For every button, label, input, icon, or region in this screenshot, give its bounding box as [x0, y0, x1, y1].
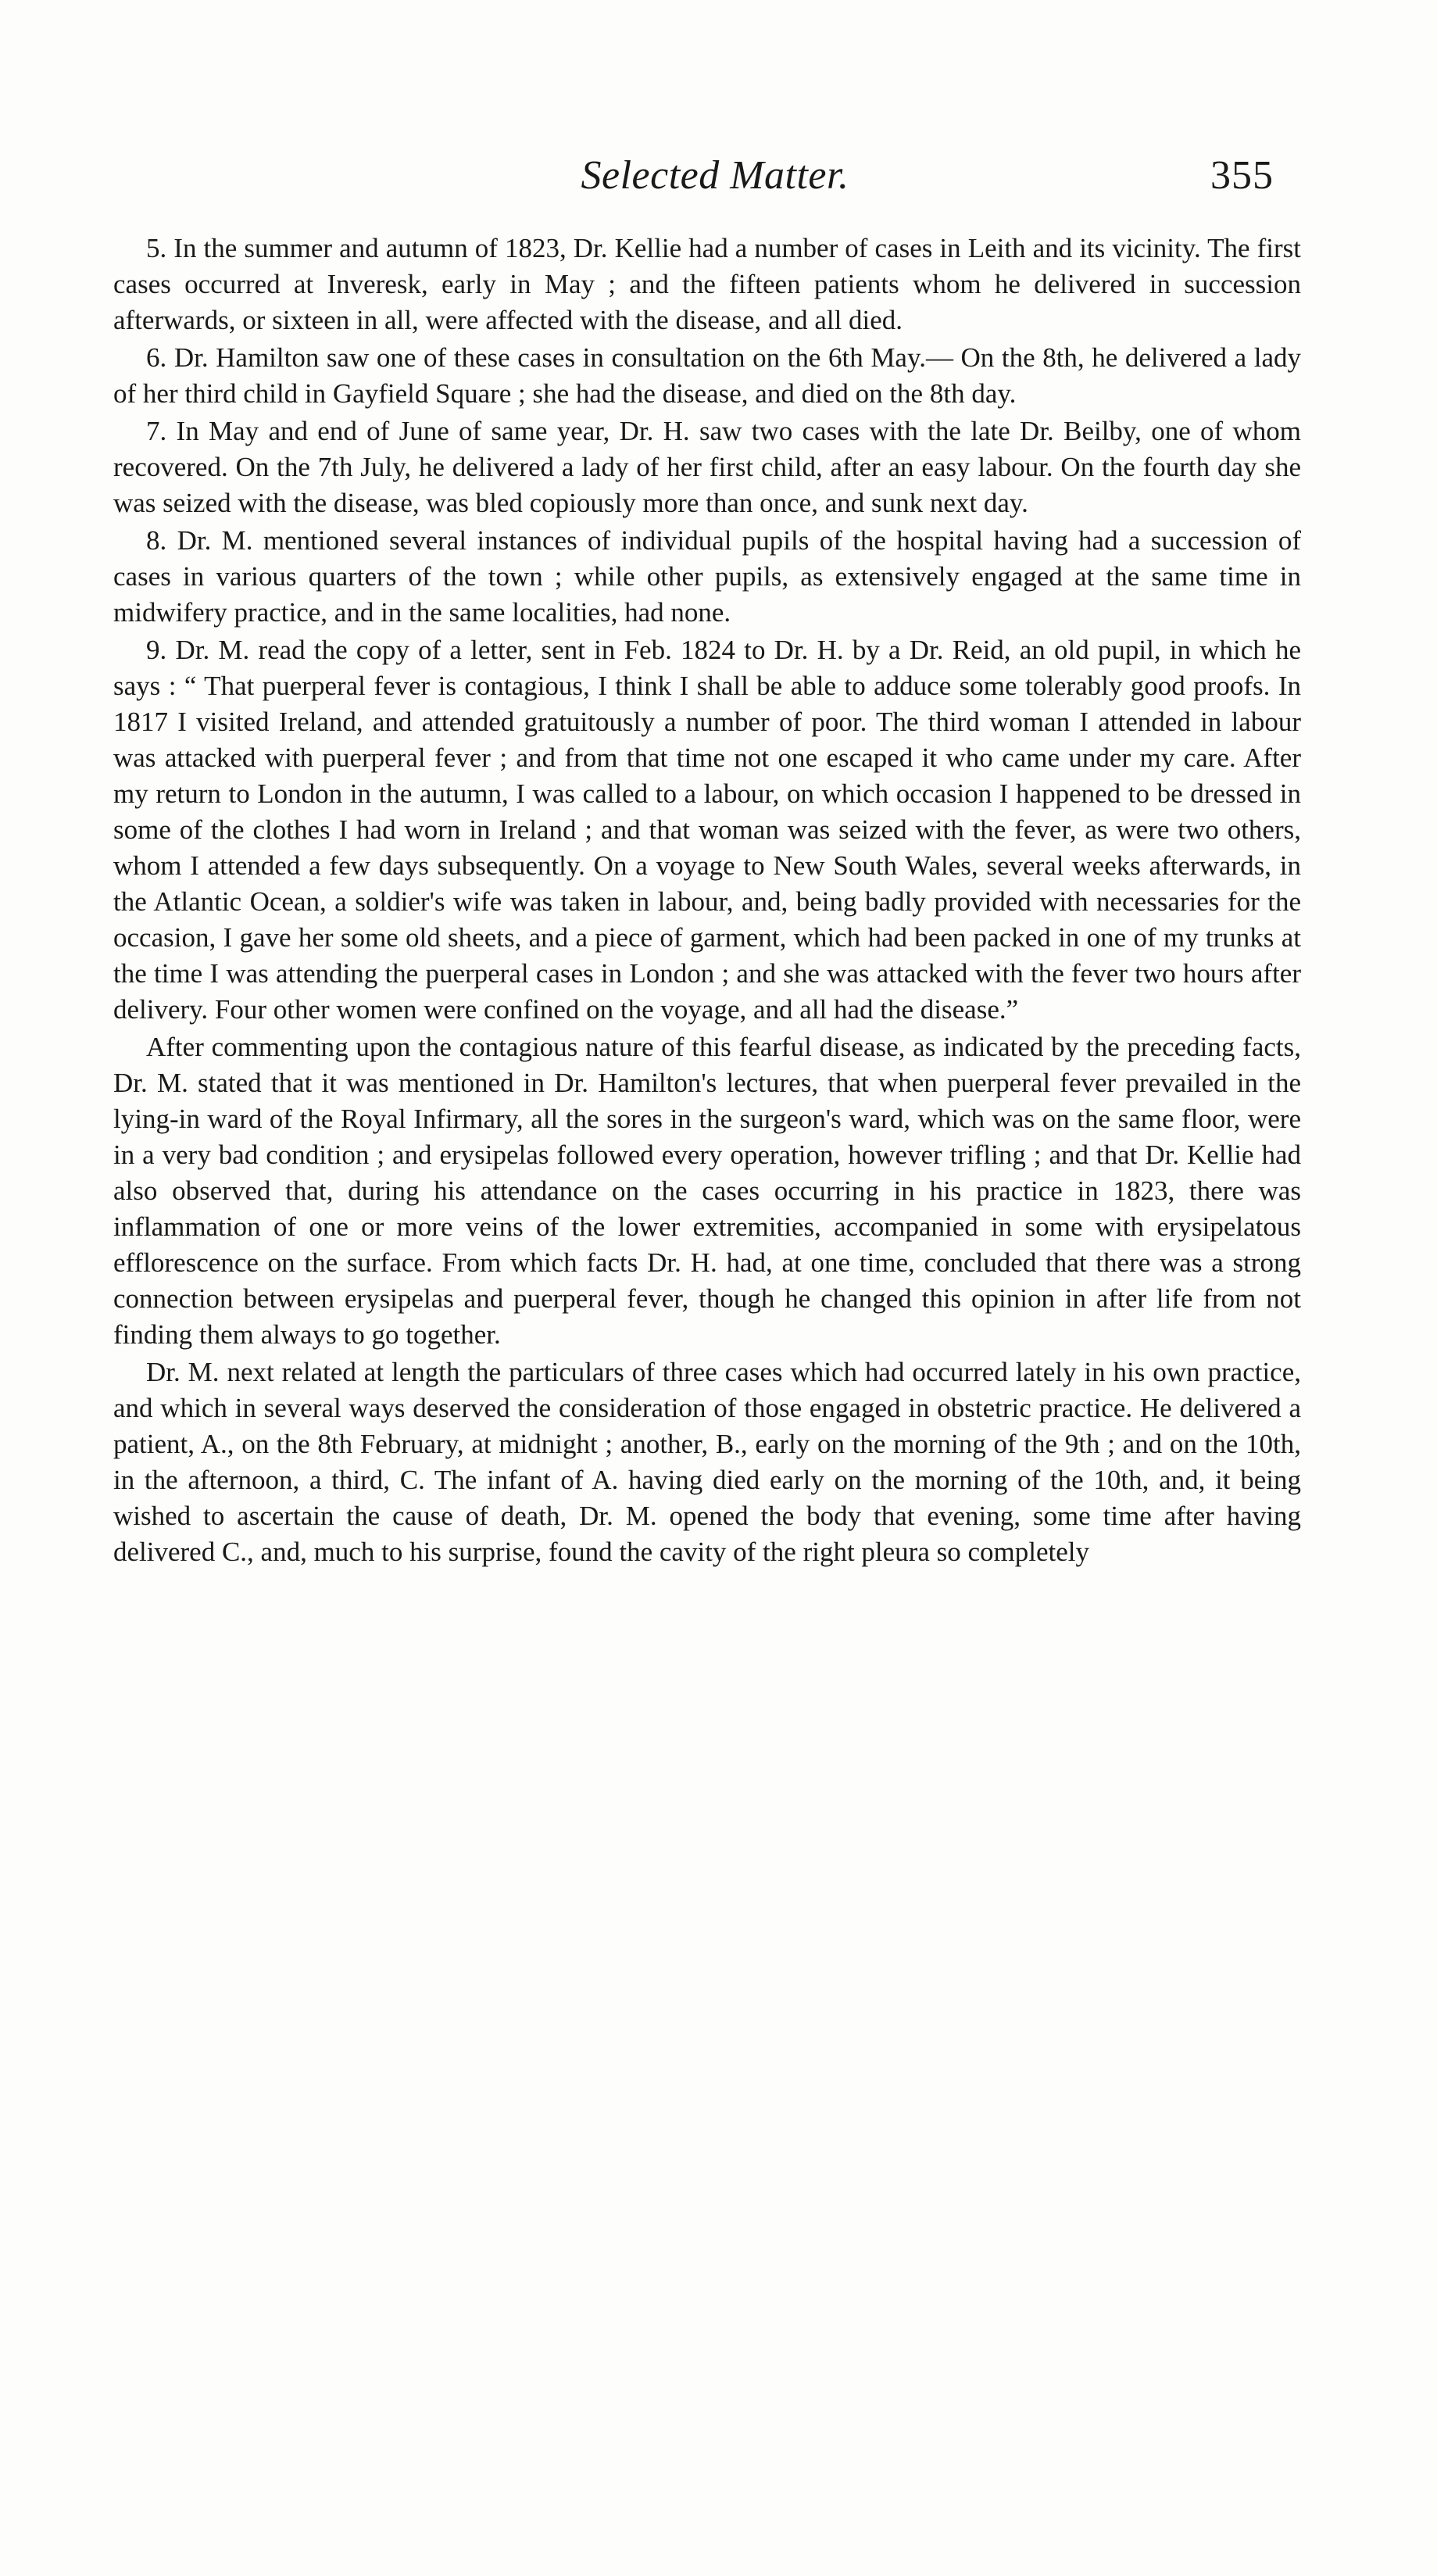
paragraph-cases: Dr. M. next related at length the particulars of three cases which had occurred lately in his own practice, and which in several ways deserved the consideration of those engaged in obstetric practice. He delivered a patient, A., on the 8th February, at midnight ; another, B., early on the morning of the 9th ; and on the 10th, in the afternoon, a third, C. The infant of A. having died early on the morning of the 10th, and, it being wished to ascertain the cause of death, Dr. M. opened the body that evening, some time after having delivered C., and, much to his surprise, found the cavity of the right pleura so completely — [113, 1357, 1301, 1567]
page-header — [141, 148, 1289, 211]
page-number: 355 — [1210, 153, 1274, 198]
body-text — [113, 231, 1301, 1570]
paragraph-8: 8. Dr. M. mentioned several instances of individual pupils of the hospital having had a succession of cases in various quarters of the town ; while other pupils, as extensively engaged at the same time in midwifery practice, and in the same localities, had none. — [113, 525, 1301, 628]
paragraph-commentary: After commenting upon the contagious nature of this fearful disease, as indicated by the preceding facts, Dr. M. stated that it was mentioned in Dr. Hamilton's lectures, that when puerperal fever prevailed in the lying-in ward of the Royal Infirmary, all the sores in the surgeon's ward, which was on the same floor, were in a very bad condition ; and erysipelas followed every operation, however trifling ; and that Dr. Kellie had also observed that, during his attendance on the cases occurring in his practice in 1823, there was inflammation of one or more veins of the lower extremities, accompanied in some with erysipelatous efflorescence on the surface. From which facts Dr. H. had, at one time, concluded that there was a strong connection between erysipelas and puerperal fever, though he changed this opinion in after life from not finding them always to go together. — [113, 1032, 1301, 1350]
paragraph-5: 5. In the summer and autumn of 1823, Dr. Kellie had a number of cases in Leith and its vicinity. The first cases occurred at Inveresk, early in May ; and the fifteen patients whom he delivered in succession afterwards, or sixteen in all, were affected with the disease, and all died. — [113, 233, 1301, 335]
running-title: Selected Matter. — [581, 153, 849, 198]
paragraph-9: 9. Dr. M. read the copy of a letter, sent in Feb. 1824 to Dr. H. by a Dr. Reid, an old pupil, in which he says : “ That puerperal fever is contagious, I think I shall be able to adduce some tolerably good proofs. In 1817 I visited Ireland, and attended gratuitously a number of poor. The third woman I attended in labour was attacked with puerperal fever ; and from that time not one escaped it who came under my care. After my return to London in the autumn, I was called to a labour, on which occasion I happened to be dressed in some of the clothes I had worn in Ireland ; and that woman was seized with the fever, as were two others, whom I attended a few days subsequently. On a voyage to New South Wales, several weeks afterwards, in the Atlantic Ocean, a soldier's wife was taken in labour, and, being badly provided with necessaries for the occasion, I gave her some old sheets, and a piece of garment, which had been packed in one of my trunks at the time I was attending the puerperal cases in London ; and she was attacked with the fever two hours after delivery. Four other women were confined on the voyage, and all had the disease.” — [113, 635, 1301, 1025]
paragraph-6: 6. Dr. Hamilton saw one of these cases in consultation on the 6th May.— On the 8th, he delivered a lady of her third child in Gayfield Square ; she had the disease, and died on the 8th day. — [113, 342, 1301, 409]
paragraph-7: 7. In May and end of June of same year, Dr. H. saw two cases with the late Dr. Beilby, one of whom recovered. On the 7th July, he delivered a lady of her first child, after an easy labour. On the fourth day she was seized with the disease, was bled copiously more than once, and sunk next day. — [113, 416, 1301, 518]
